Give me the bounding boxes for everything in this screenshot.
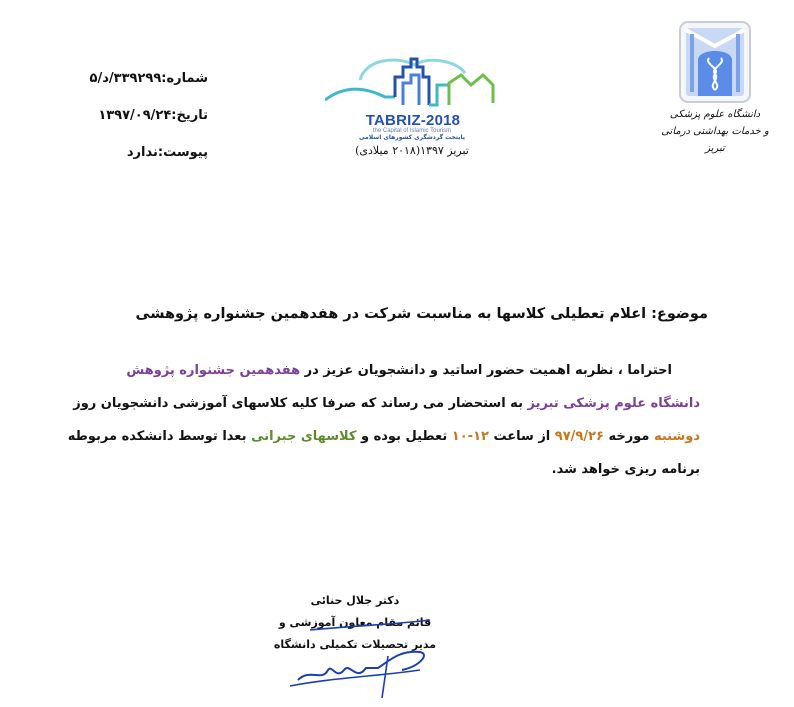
signatory-title-2: مدیر تحصیلات تکمیلی دانشگاه <box>273 638 437 651</box>
body-line-1 <box>126 354 700 387</box>
university-name <box>660 106 770 157</box>
day-highlight: دوشنبه <box>653 429 700 444</box>
body-line-2 <box>73 387 700 420</box>
tabriz-logo-fa-line: پایتخت گردشگری کشورهای اسلامی <box>358 134 466 141</box>
letter-attachment-value: ندارد <box>126 145 158 160</box>
body-text-4: برنامه ریزی خواهد شد. <box>551 462 700 477</box>
date-highlight: ۹۷/۹/۲۶ <box>554 429 604 444</box>
body-line-4 <box>148 453 700 486</box>
signatory-title-1: قائم مقام معاون آموزشی و <box>278 616 432 629</box>
university-emblem-icon <box>678 20 752 104</box>
university-name-highlight: دانشگاه علوم پزشکی تبریز <box>527 396 700 411</box>
letter-subject: موضوع: اعلام تعطیلی کلاسها به مناسبت شرکت در هفدهمین جشنواره پژوهشی <box>135 306 708 322</box>
body-line-3 <box>67 420 700 453</box>
signatory-name: دکتر جلال حنائی <box>310 594 400 607</box>
letter-date-label: تاریخ: <box>171 108 208 123</box>
body-text-3a: مورخه <box>603 429 654 444</box>
compensatory-classes-highlight: کلاسهای جبرانی <box>251 429 357 444</box>
signature-block <box>270 590 440 656</box>
university-logo <box>660 18 770 158</box>
tabriz-skyline-icon <box>325 45 495 115</box>
body-text-3d: بعدا توسط دانشکده مربوطه <box>67 429 252 444</box>
university-name-line1: دانشگاه علوم پزشکی <box>669 109 761 120</box>
letter-meta <box>88 72 208 183</box>
letter-attachment <box>88 146 208 169</box>
tabriz-logo-title: TABRIZ-2018 <box>365 112 461 129</box>
body-text-2: به استحضار می رساند که صرفا کلیه کلاسهای آموزشی دانشجویان روز <box>73 396 528 411</box>
letter-date <box>88 109 208 132</box>
letter-number <box>88 72 208 95</box>
tabriz-2018-logo <box>325 45 495 170</box>
festival-name-highlight: هفدهمین جشنواره پژوهش <box>126 363 301 378</box>
letter-attachment-label: پیوست: <box>157 145 208 160</box>
body-text-1: احتراما ، نظربه اهمیت حضور اساتید و دانشجویان عزیز در <box>300 363 672 378</box>
letter-body <box>67 354 700 486</box>
time-highlight: ۱۲-۱۰ <box>451 429 489 444</box>
letter-number-label: شماره: <box>161 71 208 86</box>
tabriz-logo-subtitle: the Capital of Islamic Tourism <box>372 128 452 134</box>
letter-number-value: ۳۳۹۲۹۹/د/۵ <box>89 71 162 86</box>
letter-date-value: ۱۳۹۷/۰۹/۲۴ <box>98 108 172 123</box>
tabriz-logo-fa-year: تبریز ۱۳۹۷(۲۰۱۸ میلادی) <box>355 144 469 157</box>
body-text-3c: تعطیل بوده و <box>356 429 452 444</box>
university-name-line2: و خدمات بهداشتی درمانی تبریز <box>661 126 769 154</box>
body-text-3b: از ساعت <box>488 429 555 444</box>
